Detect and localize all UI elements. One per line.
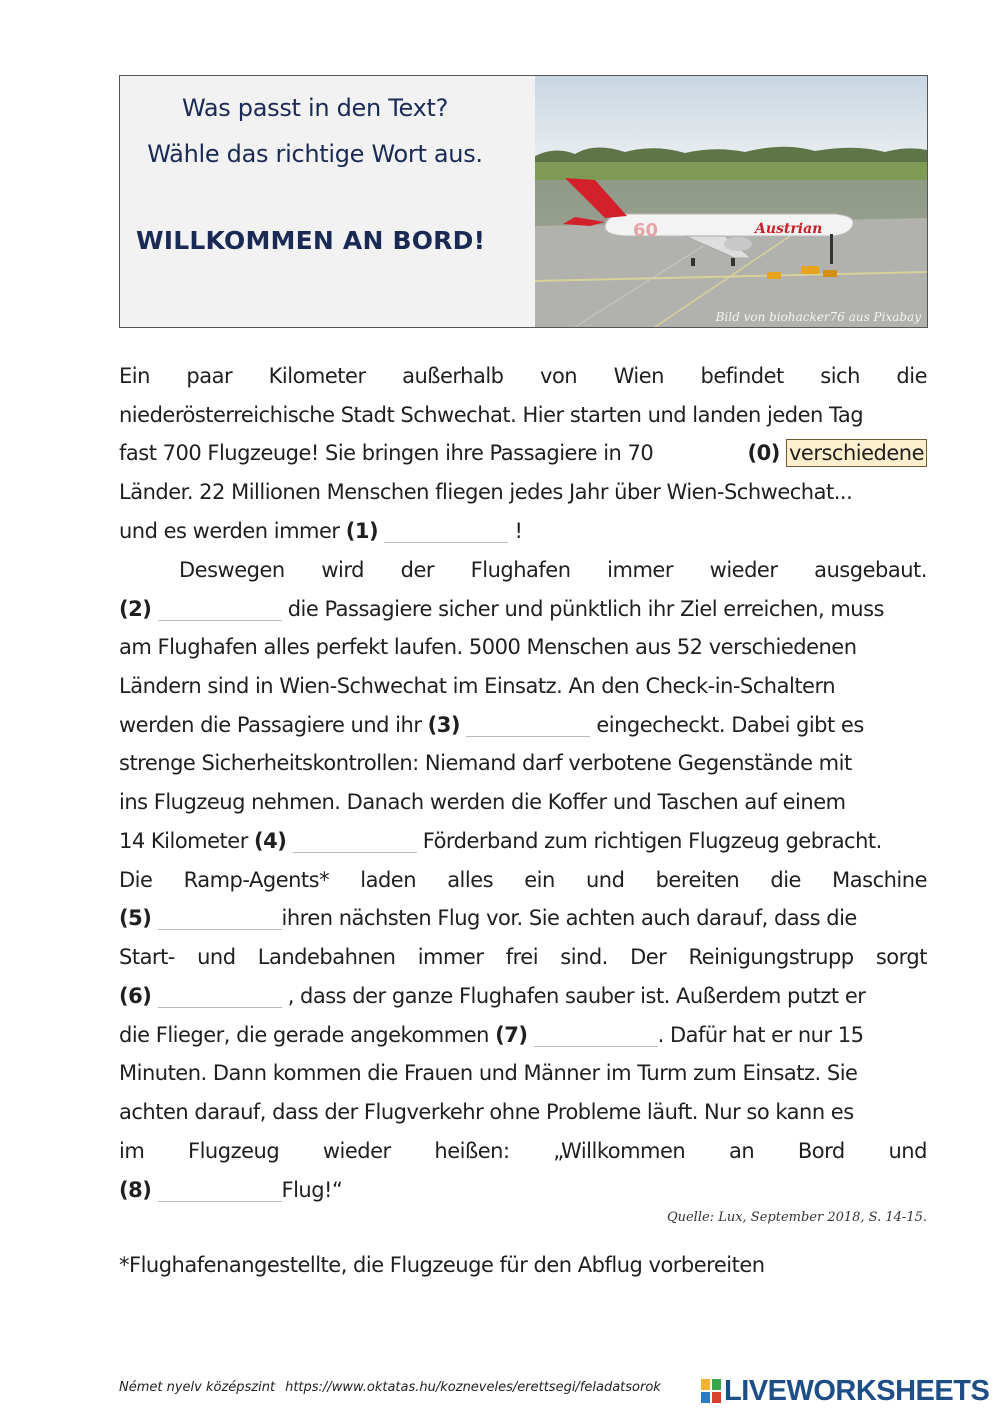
- word: Reinigungstrupp: [688, 945, 854, 969]
- text-fragment: 14 Kilometer: [119, 829, 248, 853]
- instruction-line-2: Wähle das richtige Wort aus.: [147, 140, 483, 168]
- word: frei: [505, 945, 539, 969]
- text-line-9: Ländern sind in Wien-Schwechat im Einsatz. An den Check-in-Schaltern: [119, 674, 836, 698]
- text-line-13: [119, 826, 927, 856]
- gap-4-input[interactable]: [293, 832, 417, 853]
- word: Landebahnen: [257, 945, 396, 969]
- word: im: [119, 1139, 145, 1163]
- word: befindet: [700, 364, 784, 388]
- word: Der: [630, 945, 667, 969]
- text-fragment: , dass der ganze Flughafen sauber ist. Außerdem putzt er: [287, 984, 866, 1008]
- text-line-6: [179, 555, 927, 585]
- svg-text:60: 60: [633, 220, 659, 241]
- word: Maschine: [832, 868, 927, 892]
- word: „Willkommen: [553, 1139, 686, 1163]
- word: sind.: [560, 945, 608, 969]
- word: immer: [417, 945, 484, 969]
- airplane-photo: [535, 76, 927, 327]
- gap-number-3: (3): [427, 713, 460, 737]
- gap-number-2: (2): [119, 597, 152, 621]
- text-line-10: [119, 710, 927, 740]
- svg-text:Austrian: Austrian: [755, 221, 823, 237]
- gap-7-input[interactable]: [534, 1026, 658, 1047]
- word: Kilometer: [268, 364, 366, 388]
- text-line-12: ins Flugzeug nehmen. Danach werden die Koffer und Taschen auf einem: [119, 790, 846, 814]
- text-fragment: eingecheckt. Dabei gibt es: [596, 713, 864, 737]
- image-credit: Bild von biohacker76 aus Pixabay: [715, 310, 921, 324]
- footer-reference: [119, 1380, 699, 1395]
- word: außerhalb: [402, 364, 504, 388]
- text-fragment: fast 700 Flugzeuge! Sie bringen ihre Passagiere in 70: [119, 441, 654, 465]
- word: ausgebaut.: [814, 558, 927, 582]
- source-citation: Quelle: Lux, September 2018, S. 14-15.: [666, 1210, 927, 1225]
- word: laden: [360, 868, 417, 892]
- text-line-8: am Flughafen alles perfekt laufen. 5000 Menschen aus 52 verschiedenen: [119, 635, 857, 659]
- text-line-19: Minuten. Dann kommen die Frauen und Männer im Turm zum Einsatz. Sie: [119, 1061, 858, 1085]
- word: sich: [820, 364, 860, 388]
- text-fragment: und es werden immer: [119, 519, 340, 543]
- footnote: *Flughafenangestellte, die Flugzeuge für den Abflug vorbereiten: [119, 1253, 765, 1277]
- word: Deswegen: [179, 558, 285, 582]
- gap-6-input[interactable]: [158, 987, 282, 1008]
- text-line-22: [119, 1175, 927, 1205]
- gap-5-input[interactable]: [158, 909, 282, 930]
- word: die: [896, 364, 927, 388]
- text-line-17: [119, 981, 927, 1011]
- word: und: [888, 1139, 927, 1163]
- word: Die: [119, 868, 153, 892]
- word: und: [197, 945, 236, 969]
- word: und: [585, 868, 625, 892]
- text-fragment: die Passagiere sicher und pünktlich ihr Ziel erreichen, muss: [287, 597, 884, 621]
- instruction-line-1: Was passt in den Text?: [181, 94, 449, 122]
- text-fragment: werden die Passagiere und ihr: [119, 713, 422, 737]
- gap-number-1: (1): [345, 519, 379, 543]
- word: an: [728, 1139, 755, 1163]
- word: alles: [447, 868, 494, 892]
- text-fragment: Flug!“: [281, 1178, 343, 1202]
- page-title: WILLKOMMEN AN BORD!: [136, 226, 486, 255]
- word: Ramp-Agents*: [183, 868, 330, 892]
- text-line-18: [119, 1020, 927, 1050]
- word: Start-: [119, 945, 175, 969]
- gap-number-7: (7): [495, 1023, 528, 1047]
- text-fragment: !: [514, 519, 523, 543]
- text-fragment: . Dafür hat er nur 15: [657, 1023, 864, 1047]
- word: der: [400, 558, 434, 582]
- word: immer: [607, 558, 673, 582]
- text-line-15: [119, 903, 927, 933]
- gap-number-8: (8): [119, 1178, 152, 1202]
- footer-level: Német nyelv középszint: [119, 1380, 276, 1395]
- header-box: [119, 75, 928, 328]
- text-line-21: [119, 1136, 927, 1166]
- word: bereiten: [655, 868, 740, 892]
- word: Ein: [119, 364, 150, 388]
- text-fragment: ihren nächsten Flug vor. Sie achten auch darauf, dass die: [281, 906, 857, 930]
- word: Flughafen: [470, 558, 571, 582]
- text-line-3: [119, 438, 927, 468]
- word: paar: [186, 364, 233, 388]
- word: Flugzeug: [188, 1139, 280, 1163]
- answer-0-box: verschiedene: [786, 439, 927, 467]
- word: Wien: [613, 364, 664, 388]
- header-text: [120, 76, 535, 327]
- gap-3-input[interactable]: [466, 716, 590, 737]
- word: wird: [321, 558, 364, 582]
- word: wieder: [322, 1139, 391, 1163]
- text-line-2: niederösterreichische Stadt Schwechat. Hier starten und landen jeden Tag: [119, 403, 864, 427]
- gap-2-input[interactable]: [158, 600, 282, 621]
- word: wieder: [709, 558, 778, 582]
- gap-number-6: (6): [119, 984, 152, 1008]
- word: die: [770, 868, 801, 892]
- gap-8-input[interactable]: [158, 1181, 282, 1202]
- text-line-7: [119, 594, 927, 624]
- text-line-20: achten darauf, dass der Flugverkehr ohne Probleme läuft. Nur so kann es: [119, 1100, 854, 1124]
- word: ein: [524, 868, 555, 892]
- text-fragment: Förderband zum richtigen Flugzeug gebracht.: [422, 829, 882, 853]
- liveworksheets-logo[interactable]: [700, 1374, 995, 1408]
- text-line-4: Länder. 22 Millionen Menschen fliegen jedes Jahr über Wien-Schwechat...: [119, 480, 853, 504]
- gap-number-4: (4): [254, 829, 287, 853]
- word: Bord: [797, 1139, 845, 1163]
- gap-number-0: (0): [747, 441, 780, 465]
- footer-url-link[interactable]: https://www.oktatas.hu/kozneveles/erettsegi/feladatsorok: [285, 1380, 661, 1395]
- gap-number-5: (5): [119, 906, 152, 930]
- word: sorgt: [875, 945, 927, 969]
- gap-1-input[interactable]: [384, 522, 508, 543]
- text-line-1: [119, 361, 927, 391]
- word: heißen:: [434, 1139, 510, 1163]
- text-line-5: [119, 516, 927, 546]
- liveworksheets-brand: LIVEWORKSHEETS: [724, 1374, 990, 1407]
- text-fragment: die Flieger, die gerade angekommen: [119, 1023, 489, 1047]
- liveworksheets-icon: [700, 1378, 722, 1404]
- word: von: [540, 364, 578, 388]
- airplane-illustration: [535, 76, 927, 327]
- text-line-16: [119, 942, 927, 972]
- text-line-11: strenge Sicherheitskontrollen: Niemand darf verbotene Gegenstände mit: [119, 751, 852, 775]
- text-line-14: [119, 865, 927, 895]
